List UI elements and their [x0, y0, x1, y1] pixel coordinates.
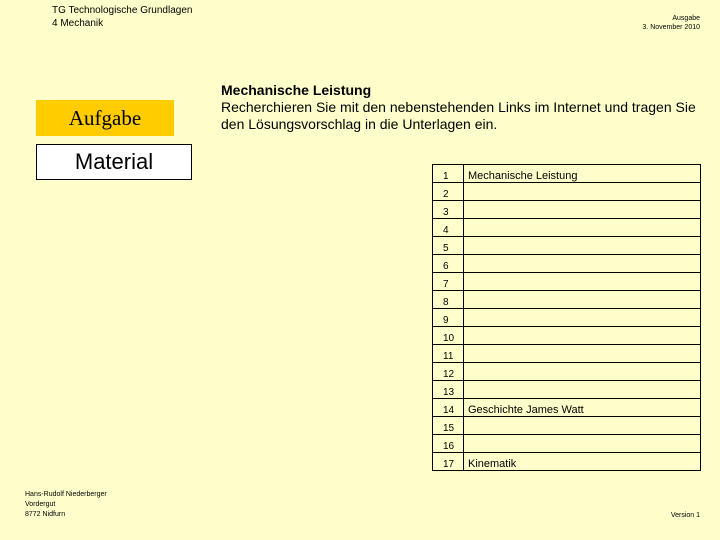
row-number: 16 — [433, 435, 464, 453]
table-row — [433, 417, 701, 435]
material-label: Material — [74, 149, 154, 174]
table-row — [433, 273, 701, 291]
empty-cell — [464, 381, 701, 399]
row-number: 11 — [433, 345, 464, 363]
material-button[interactable] — [36, 144, 192, 180]
link-cell[interactable]: Kinematik — [464, 453, 701, 471]
empty-cell — [464, 273, 701, 291]
row-number: 14 — [433, 399, 464, 417]
empty-cell — [464, 291, 701, 309]
row-number: 2 — [433, 183, 464, 201]
address-line-2: 8772 Nidfurn — [25, 511, 66, 518]
empty-cell — [464, 183, 701, 201]
table-row — [433, 381, 701, 399]
table-row — [433, 363, 701, 381]
table-row — [433, 453, 701, 471]
table-row — [433, 165, 701, 183]
table-row — [433, 291, 701, 309]
row-number: 6 — [433, 255, 464, 273]
table-row — [433, 183, 701, 201]
header-left — [52, 4, 192, 30]
table-row — [433, 219, 701, 237]
link-cell[interactable]: Geschichte James Watt — [464, 399, 701, 417]
course-name: TG Technologische Grundlagen — [52, 5, 193, 16]
row-number: 10 — [433, 327, 464, 345]
row-number: 15 — [433, 417, 464, 435]
version-label: Version 1 — [670, 512, 700, 519]
address-line-1: Vordergut — [25, 501, 56, 508]
row-number: 1 — [433, 165, 464, 183]
empty-cell — [464, 363, 701, 381]
empty-cell — [464, 417, 701, 435]
empty-cell — [464, 201, 701, 219]
table-row — [433, 399, 701, 417]
links-table — [432, 164, 701, 471]
table-row — [433, 435, 701, 453]
row-number: 3 — [433, 201, 464, 219]
row-number: 5 — [433, 237, 464, 255]
table-row — [433, 345, 701, 363]
table-row — [433, 255, 701, 273]
empty-cell — [464, 237, 701, 255]
header-right — [642, 14, 700, 32]
task-section — [221, 82, 701, 133]
task-title: Mechanische Leistung — [221, 82, 372, 98]
empty-cell — [464, 219, 701, 237]
row-number: 9 — [433, 309, 464, 327]
empty-cell — [464, 345, 701, 363]
aufgabe-button[interactable] — [36, 100, 174, 136]
empty-cell — [464, 255, 701, 273]
table-row — [433, 201, 701, 219]
empty-cell — [464, 309, 701, 327]
row-number: 7 — [433, 273, 464, 291]
row-number: 4 — [433, 219, 464, 237]
author-name: Hans-Rudolf Niederberger — [25, 491, 107, 498]
topic-name: 4 Mechanik — [52, 18, 104, 29]
row-number: 17 — [433, 453, 464, 471]
row-number: 12 — [433, 363, 464, 381]
row-number: 13 — [433, 381, 464, 399]
doc-type: Ausgabe — [672, 15, 700, 22]
table-row — [433, 237, 701, 255]
author-info — [25, 490, 107, 520]
empty-cell — [464, 327, 701, 345]
table-row — [433, 309, 701, 327]
aufgabe-label: Aufgabe — [68, 105, 142, 130]
empty-cell — [464, 435, 701, 453]
doc-date: 3. November 2010 — [642, 24, 700, 31]
table-row — [433, 327, 701, 345]
link-cell[interactable]: Mechanische Leistung — [464, 165, 701, 183]
row-number: 8 — [433, 291, 464, 309]
task-description: Recherchieren Sie mit den nebenstehenden Links im Internet und tragen Sie den Lösungsvorschlag in die Unterlagen ein. — [221, 99, 696, 132]
